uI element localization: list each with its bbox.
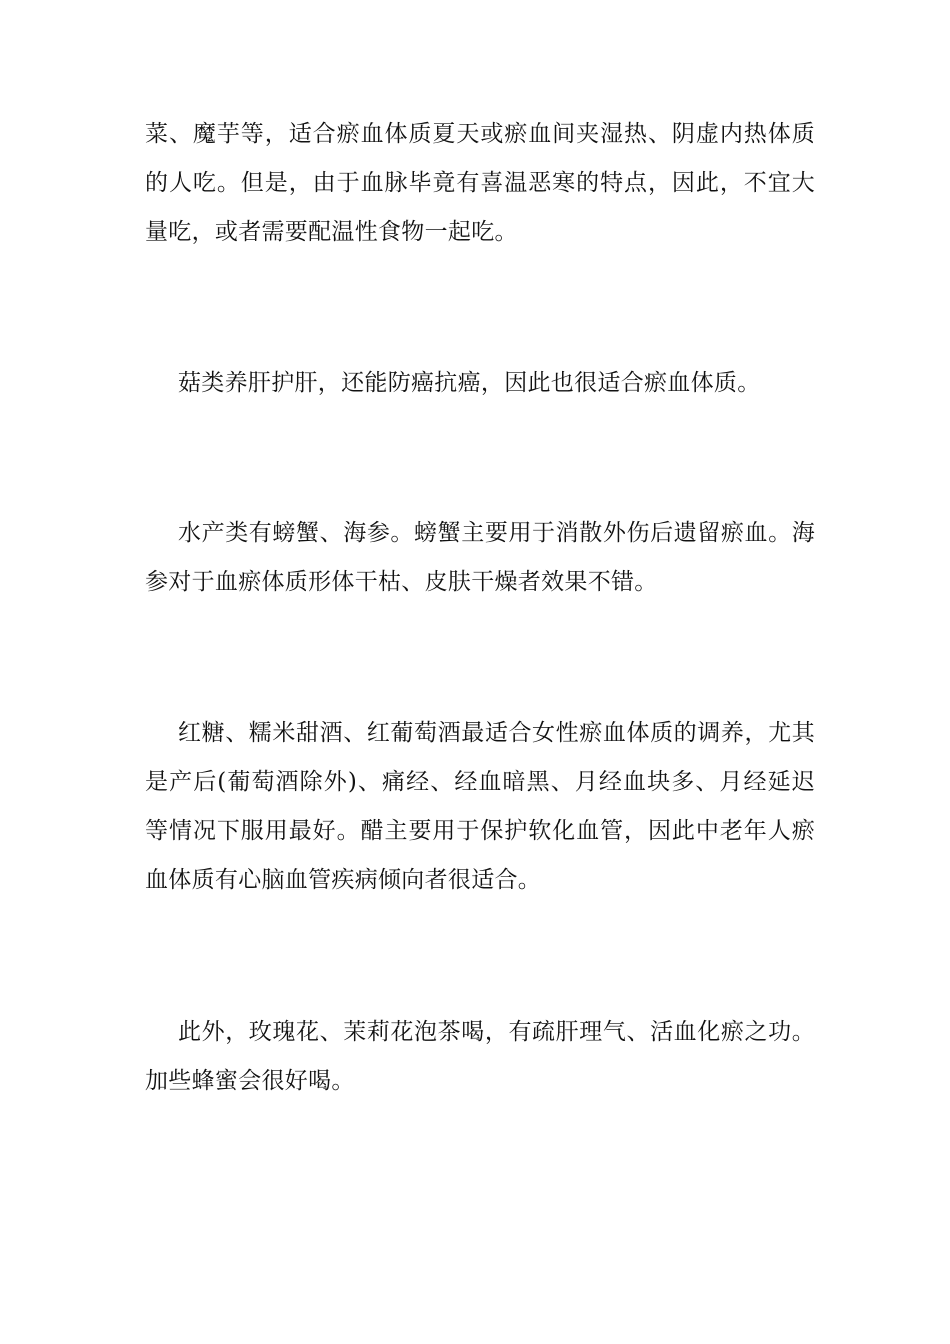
paragraph-continued: 菜、魔芋等，适合瘀血体质夏天或瘀血间夹湿热、阴虚内热体质的人吃。但是，由于血脉毕竟有喜温恶寒的特点，因此，不宜大量吃，或者需要配温性食物一起吃。 <box>145 121 815 245</box>
paragraph-sugar-wine-vinegar: 红糖、糯米甜酒、红葡萄酒最适合女性瘀血体质的调养，尤其是产后(葡萄酒除外)、痛经、经血暗黑、月经血块多、月经延迟等情况下服用最好。醋主要用于保护软化血管，因此中老年人瘀血体质有心脑血管疾病倾向者很适合。 <box>145 720 815 893</box>
paragraph-mushrooms: 菇类养肝护肝，还能防癌抗癌，因此也很适合瘀血体质。 <box>178 370 761 396</box>
paragraph-flower-tea: 此外，玫瑰花、茉莉花泡茶喝，有疏肝理气、活血化瘀之功。加些蜂蜜会很好喝。 <box>145 1019 815 1094</box>
paragraph-seafood: 水产类有螃蟹、海参。螃蟹主要用于消散外伤后遗留瘀血。海参对于血瘀体质形体干枯、皮肤干燥者效果不错。 <box>145 520 815 595</box>
